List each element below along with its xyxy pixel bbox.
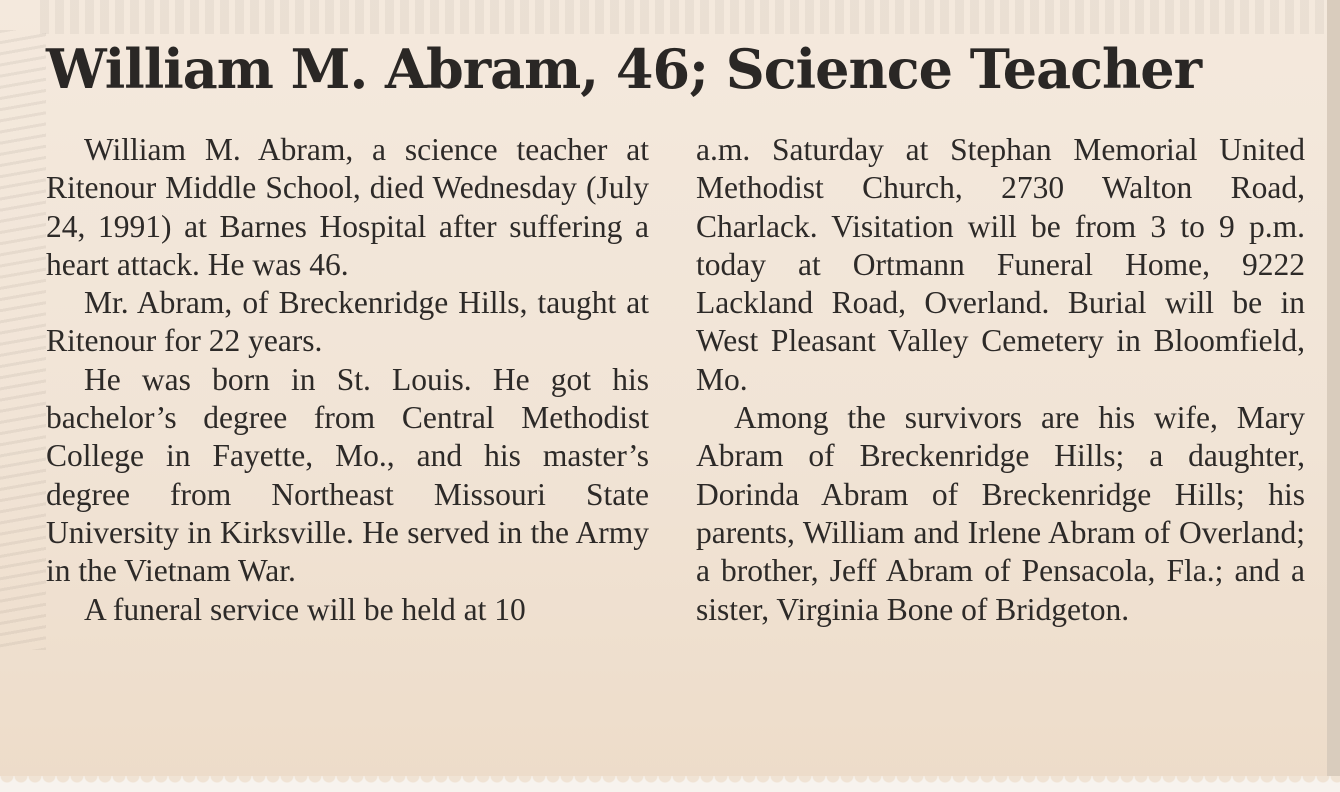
show-through-print-top	[40, 0, 1330, 34]
article-paragraph: William M. Abram, a science teacher at Ritenour Middle School, died Wednesday (July 24, 1991) at Barnes Hospital after suffering a heart attack. He was 46.	[46, 132, 649, 282]
article-paragraph: He was born in St. Louis. He got his bachelor’s degree from Central Methodist College in Fayette, Mo., and his master’s degree from Northeast Missouri State University in Kirksville. He served in the Army in the Vietnam War.	[46, 361, 649, 589]
clipping-right-edge	[1327, 0, 1340, 792]
torn-bottom-edge	[0, 776, 1340, 792]
article-column-left	[46, 131, 649, 629]
article-column-right	[696, 131, 1305, 629]
obituary-headline: William M. Abram, 46; Science Teacher	[46, 37, 1202, 101]
article-paragraph: Among the survivors are his wife, Mary Abram of Breckenridge Hills; a daughter, Dorinda Abram of Breckenridge Hills; his parents, William and Irlene Abram of Overland; a brother, Jeff Abram of Pensacola, Fla.; and a sister, Virginia Bone of Bridgeton.	[696, 400, 1305, 627]
article-paragraph-continued: a.m. Saturday at Stephan Memorial United Methodist Church, 2730 Walton Road, Charlack. Visitation will be from 3 to 9 p.m. today at Ortmann Funeral Home, 9222 Lackland Road, Overland. Burial will be in West Pleasant Valley Cemetery in Bloomfield, Mo.	[696, 132, 1305, 397]
show-through-print-left	[0, 30, 46, 650]
article-paragraph: Mr. Abram, of Breckenridge Hills, taught at Ritenour for 22 years.	[46, 285, 649, 359]
article-paragraph: A funeral service will be held at 10	[84, 591, 526, 627]
